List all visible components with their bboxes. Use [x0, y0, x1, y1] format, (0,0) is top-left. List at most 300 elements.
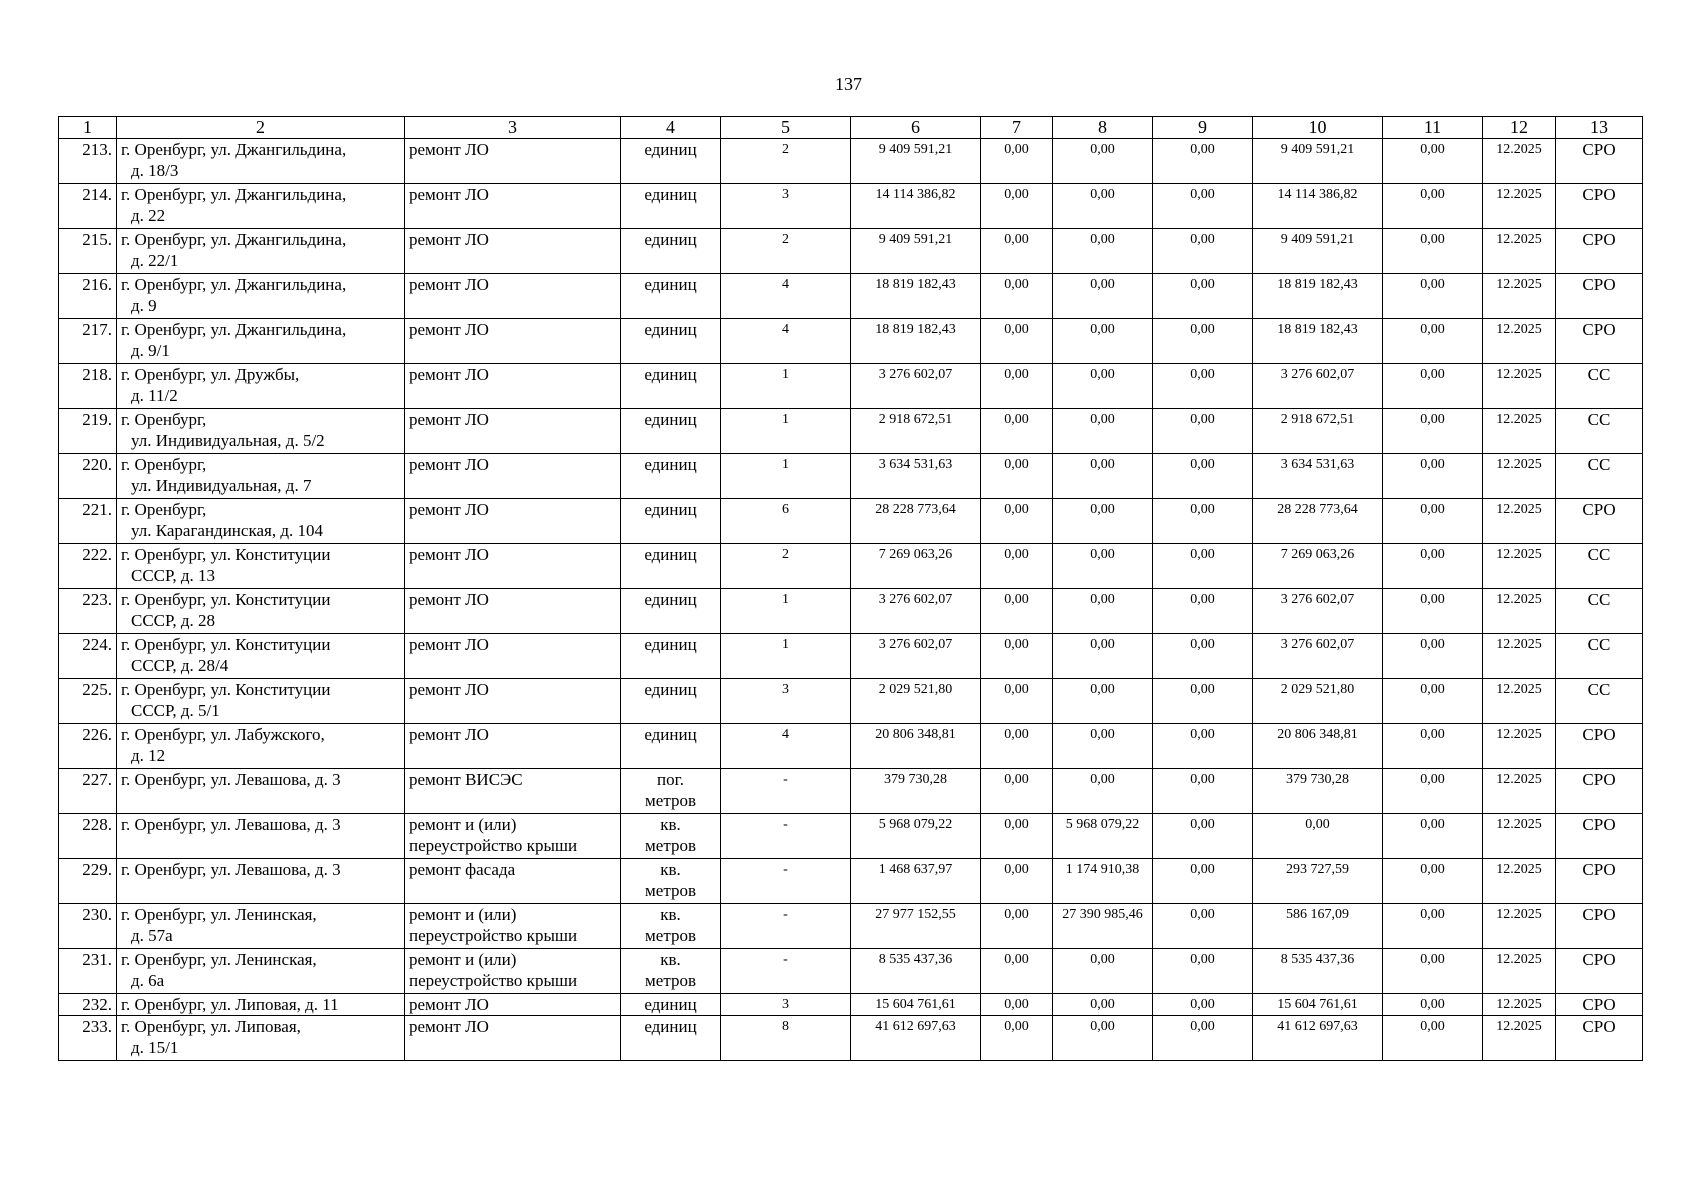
- value-cell-10: 14 114 386,82: [1253, 184, 1383, 229]
- value-cell-7: 0,00: [981, 994, 1053, 1016]
- value-cell-9: 0,00: [1153, 139, 1253, 184]
- value-cell-10: 20 806 348,81: [1253, 724, 1383, 769]
- value-cell-5: 2: [721, 139, 851, 184]
- addr-line: г. Оренбург, ул. Левашова, д. 3: [121, 815, 341, 834]
- addr-line: д. 57а: [131, 926, 173, 945]
- addr-line: СССР, д. 28: [131, 611, 215, 630]
- work-line: ремонт ЛО: [409, 500, 489, 519]
- value-cell-10: 15 604 761,61: [1253, 994, 1383, 1016]
- value-cell-6: 15 604 761,61: [851, 994, 981, 1016]
- unit-line: единиц: [644, 455, 697, 474]
- addr-line: г. Оренбург, ул. Конституции: [121, 680, 331, 699]
- work-line: ремонт ЛО: [409, 140, 489, 159]
- unit-line: единиц: [644, 680, 697, 699]
- value-cell-9: 0,00: [1153, 634, 1253, 679]
- unit-cell: [621, 589, 721, 634]
- table-row: [59, 364, 1643, 409]
- value-cell-5: -: [721, 814, 851, 859]
- work-type-cell: [405, 814, 621, 859]
- value-cell-9: 0,00: [1153, 769, 1253, 814]
- value-cell-12: 12.2025: [1483, 139, 1556, 184]
- value-cell-5: 6: [721, 499, 851, 544]
- row-number-cell: 216.: [59, 274, 117, 319]
- column-header-6: 6: [851, 117, 981, 139]
- funding-method-cell: СС: [1556, 679, 1643, 724]
- unit-cell: [621, 229, 721, 274]
- column-header-8: 8: [1053, 117, 1153, 139]
- work-line: ремонт ЛО: [409, 545, 489, 564]
- addr-line: г. Оренбург, ул. Джангильдина,: [121, 275, 347, 294]
- value-cell-8: 0,00: [1053, 499, 1153, 544]
- work-line: ремонт и (или): [409, 815, 517, 834]
- row-number-cell: 225.: [59, 679, 117, 724]
- value-cell-10: 9 409 591,21: [1253, 229, 1383, 274]
- addr-line: д. 18/3: [131, 161, 179, 180]
- unit-cell: [621, 814, 721, 859]
- value-cell-10: 293 727,59: [1253, 859, 1383, 904]
- funding-method-cell: СС: [1556, 544, 1643, 589]
- unit-line: единиц: [644, 500, 697, 519]
- work-line: ремонт ЛО: [409, 995, 489, 1014]
- unit-cell: [621, 544, 721, 589]
- unit-cell: [621, 499, 721, 544]
- unit-cell: [621, 319, 721, 364]
- address-cell: [117, 904, 405, 949]
- addr-line: г. Оренбург,: [121, 455, 207, 474]
- addr-line: г. Оренбург, ул. Джангильдина,: [121, 140, 347, 159]
- value-cell-8: 0,00: [1053, 769, 1153, 814]
- work-line: переустройство крыши: [409, 836, 578, 855]
- value-cell-8: 0,00: [1053, 319, 1153, 364]
- value-cell-11: 0,00: [1383, 769, 1483, 814]
- row-number-cell: 231.: [59, 949, 117, 994]
- value-cell-11: 0,00: [1383, 184, 1483, 229]
- row-number-cell: 224.: [59, 634, 117, 679]
- funding-method-cell: СРО: [1556, 184, 1643, 229]
- value-cell-8: 0,00: [1053, 634, 1153, 679]
- value-cell-11: 0,00: [1383, 229, 1483, 274]
- work-line: ремонт и (или): [409, 950, 517, 969]
- value-cell-8: 0,00: [1053, 184, 1153, 229]
- unit-line: единиц: [644, 635, 697, 654]
- value-cell-8: 0,00: [1053, 994, 1153, 1016]
- unit-line: единиц: [644, 410, 697, 429]
- table-row: [59, 814, 1643, 859]
- addr-line: г. Оренбург, ул. Конституции: [121, 590, 331, 609]
- table-row: [59, 769, 1643, 814]
- work-line: переустройство крыши: [409, 971, 578, 990]
- value-cell-6: 2 918 672,51: [851, 409, 981, 454]
- unit-cell: [621, 679, 721, 724]
- addr-line: г. Оренбург,: [121, 410, 207, 429]
- table-row: [59, 409, 1643, 454]
- unit-cell: [621, 274, 721, 319]
- unit-line: кв.: [660, 815, 681, 834]
- funding-method-cell: СС: [1556, 454, 1643, 499]
- value-cell-9: 0,00: [1153, 319, 1253, 364]
- value-cell-9: 0,00: [1153, 364, 1253, 409]
- column-header-10: 10: [1253, 117, 1383, 139]
- addr-line: г. Оренбург,: [121, 500, 207, 519]
- value-cell-10: 28 228 773,64: [1253, 499, 1383, 544]
- value-cell-11: 0,00: [1383, 139, 1483, 184]
- value-cell-5: 3: [721, 994, 851, 1016]
- funding-method-cell: СРО: [1556, 994, 1643, 1016]
- row-number-cell: 221.: [59, 499, 117, 544]
- work-type-cell: [405, 904, 621, 949]
- value-cell-9: 0,00: [1153, 274, 1253, 319]
- row-number-cell: 227.: [59, 769, 117, 814]
- row-number-cell: 217.: [59, 319, 117, 364]
- value-cell-8: 0,00: [1053, 589, 1153, 634]
- work-line: ремонт и (или): [409, 905, 517, 924]
- funding-method-cell: СС: [1556, 634, 1643, 679]
- value-cell-6: 2 029 521,80: [851, 679, 981, 724]
- funding-method-cell: СС: [1556, 589, 1643, 634]
- value-cell-6: 3 276 602,07: [851, 634, 981, 679]
- value-cell-7: 0,00: [981, 184, 1053, 229]
- funding-method-cell: СРО: [1556, 229, 1643, 274]
- row-number-cell: 229.: [59, 859, 117, 904]
- addr-line: г. Оренбург, ул. Дружбы,: [121, 365, 300, 384]
- addr-line: д. 9/1: [131, 341, 170, 360]
- value-cell-6: 18 819 182,43: [851, 319, 981, 364]
- value-cell-7: 0,00: [981, 544, 1053, 589]
- addr-line: г. Оренбург, ул. Джангильдина,: [121, 230, 347, 249]
- value-cell-10: 2 918 672,51: [1253, 409, 1383, 454]
- address-cell: [117, 184, 405, 229]
- address-cell: [117, 994, 405, 1016]
- value-cell-5: -: [721, 859, 851, 904]
- unit-line: кв.: [660, 950, 681, 969]
- value-cell-9: 0,00: [1153, 859, 1253, 904]
- work-type-cell: [405, 319, 621, 364]
- funding-method-cell: СРО: [1556, 814, 1643, 859]
- value-cell-6: 3 276 602,07: [851, 589, 981, 634]
- value-cell-10: 18 819 182,43: [1253, 319, 1383, 364]
- value-cell-10: 2 029 521,80: [1253, 679, 1383, 724]
- value-cell-9: 0,00: [1153, 499, 1253, 544]
- address-cell: [117, 814, 405, 859]
- value-cell-11: 0,00: [1383, 949, 1483, 994]
- row-number-cell: 230.: [59, 904, 117, 949]
- value-cell-5: 1: [721, 454, 851, 499]
- value-cell-5: 4: [721, 319, 851, 364]
- table-row: [59, 634, 1643, 679]
- value-cell-12: 12.2025: [1483, 814, 1556, 859]
- unit-cell: [621, 454, 721, 499]
- funding-method-cell: СРО: [1556, 904, 1643, 949]
- value-cell-6: 41 612 697,63: [851, 1016, 981, 1061]
- column-header-12: 12: [1483, 117, 1556, 139]
- value-cell-7: 0,00: [981, 499, 1053, 544]
- unit-line: метров: [645, 791, 696, 810]
- work-type-cell: [405, 994, 621, 1016]
- work-type-cell: [405, 454, 621, 499]
- address-cell: [117, 679, 405, 724]
- value-cell-5: 1: [721, 634, 851, 679]
- unit-cell: [621, 949, 721, 994]
- value-cell-12: 12.2025: [1483, 634, 1556, 679]
- value-cell-12: 12.2025: [1483, 949, 1556, 994]
- repair-register-table: [58, 116, 1643, 1061]
- funding-method-cell: СРО: [1556, 319, 1643, 364]
- addr-line: д. 11/2: [131, 386, 178, 405]
- address-cell: [117, 544, 405, 589]
- row-number-cell: 218.: [59, 364, 117, 409]
- value-cell-7: 0,00: [981, 679, 1053, 724]
- unit-line: единиц: [644, 230, 697, 249]
- work-type-cell: [405, 1016, 621, 1061]
- addr-line: СССР, д. 28/4: [131, 656, 229, 675]
- work-type-cell: [405, 499, 621, 544]
- work-line: ремонт ВИСЭС: [409, 770, 523, 789]
- unit-cell: [621, 724, 721, 769]
- work-line: ремонт ЛО: [409, 455, 489, 474]
- addr-line: д. 22/1: [131, 251, 179, 270]
- column-number-header-row: [59, 117, 1643, 139]
- addr-line: г. Оренбург, ул. Лабужского,: [121, 725, 325, 744]
- work-line: ремонт ЛО: [409, 590, 489, 609]
- unit-line: метров: [645, 971, 696, 990]
- address-cell: [117, 274, 405, 319]
- value-cell-6: 9 409 591,21: [851, 139, 981, 184]
- row-number-cell: 215.: [59, 229, 117, 274]
- value-cell-8: 27 390 985,46: [1053, 904, 1153, 949]
- work-line: ремонт ЛО: [409, 365, 489, 384]
- value-cell-11: 0,00: [1383, 409, 1483, 454]
- table-row: [59, 274, 1643, 319]
- addr-line: г. Оренбург, ул. Джангильдина,: [121, 320, 347, 339]
- value-cell-9: 0,00: [1153, 949, 1253, 994]
- value-cell-7: 0,00: [981, 904, 1053, 949]
- value-cell-7: 0,00: [981, 859, 1053, 904]
- unit-line: единиц: [644, 1017, 697, 1036]
- table-row: [59, 544, 1643, 589]
- page-number: 137: [835, 74, 862, 94]
- value-cell-10: 3 276 602,07: [1253, 589, 1383, 634]
- value-cell-8: 0,00: [1053, 409, 1153, 454]
- addr-line: д. 22: [131, 206, 166, 225]
- work-line: ремонт ЛО: [409, 1017, 489, 1036]
- addr-line: д. 15/1: [131, 1038, 179, 1057]
- value-cell-5: 1: [721, 364, 851, 409]
- addr-line: г. Оренбург, ул. Конституции: [121, 545, 331, 564]
- value-cell-5: -: [721, 949, 851, 994]
- value-cell-5: 1: [721, 589, 851, 634]
- value-cell-8: 0,00: [1053, 949, 1153, 994]
- address-cell: [117, 364, 405, 409]
- value-cell-10: 0,00: [1253, 814, 1383, 859]
- address-cell: [117, 319, 405, 364]
- work-type-cell: [405, 544, 621, 589]
- value-cell-9: 0,00: [1153, 679, 1253, 724]
- row-number-cell: 226.: [59, 724, 117, 769]
- work-type-cell: [405, 274, 621, 319]
- addr-line: д. 6а: [131, 971, 165, 990]
- funding-method-cell: СРО: [1556, 769, 1643, 814]
- value-cell-8: 5 968 079,22: [1053, 814, 1153, 859]
- work-type-cell: [405, 724, 621, 769]
- work-line: ремонт ЛО: [409, 635, 489, 654]
- value-cell-10: 3 634 531,63: [1253, 454, 1383, 499]
- value-cell-10: 586 167,09: [1253, 904, 1383, 949]
- table-row: [59, 589, 1643, 634]
- unit-cell: [621, 859, 721, 904]
- funding-method-cell: СС: [1556, 364, 1643, 409]
- addr-line: г. Оренбург, ул. Конституции: [121, 635, 331, 654]
- address-cell: [117, 454, 405, 499]
- value-cell-5: 1: [721, 409, 851, 454]
- funding-method-cell: СРО: [1556, 724, 1643, 769]
- unit-line: единиц: [644, 725, 697, 744]
- row-number-cell: 228.: [59, 814, 117, 859]
- value-cell-8: 0,00: [1053, 679, 1153, 724]
- value-cell-10: 3 276 602,07: [1253, 364, 1383, 409]
- value-cell-6: 28 228 773,64: [851, 499, 981, 544]
- value-cell-11: 0,00: [1383, 724, 1483, 769]
- row-number-cell: 220.: [59, 454, 117, 499]
- funding-method-cell: СРО: [1556, 949, 1643, 994]
- unit-line: кв.: [660, 905, 681, 924]
- row-number-cell: 219.: [59, 409, 117, 454]
- value-cell-6: 14 114 386,82: [851, 184, 981, 229]
- value-cell-11: 0,00: [1383, 904, 1483, 949]
- funding-method-cell: СРО: [1556, 274, 1643, 319]
- work-line: ремонт ЛО: [409, 725, 489, 744]
- value-cell-11: 0,00: [1383, 994, 1483, 1016]
- addr-line: г. Оренбург, ул. Липовая,: [121, 1017, 301, 1036]
- unit-cell: [621, 904, 721, 949]
- value-cell-8: 0,00: [1053, 229, 1153, 274]
- column-header-3: 3: [405, 117, 621, 139]
- unit-line: пог.: [657, 770, 684, 789]
- table-body: [59, 139, 1643, 1061]
- table-row: [59, 904, 1643, 949]
- unit-line: единиц: [644, 320, 697, 339]
- unit-cell: [621, 1016, 721, 1061]
- value-cell-5: 3: [721, 679, 851, 724]
- value-cell-9: 0,00: [1153, 229, 1253, 274]
- value-cell-11: 0,00: [1383, 319, 1483, 364]
- value-cell-9: 0,00: [1153, 1016, 1253, 1061]
- work-type-cell: [405, 409, 621, 454]
- value-cell-5: -: [721, 769, 851, 814]
- value-cell-8: 0,00: [1053, 544, 1153, 589]
- table-row: [59, 229, 1643, 274]
- value-cell-6: 5 968 079,22: [851, 814, 981, 859]
- value-cell-7: 0,00: [981, 814, 1053, 859]
- value-cell-7: 0,00: [981, 1016, 1053, 1061]
- value-cell-8: 0,00: [1053, 724, 1153, 769]
- value-cell-6: 27 977 152,55: [851, 904, 981, 949]
- value-cell-6: 379 730,28: [851, 769, 981, 814]
- unit-line: единиц: [644, 995, 697, 1014]
- unit-line: единиц: [644, 140, 697, 159]
- value-cell-10: 379 730,28: [1253, 769, 1383, 814]
- work-line: ремонт ЛО: [409, 680, 489, 699]
- row-number-cell: 233.: [59, 1016, 117, 1061]
- value-cell-7: 0,00: [981, 589, 1053, 634]
- value-cell-5: 2: [721, 544, 851, 589]
- work-type-cell: [405, 184, 621, 229]
- value-cell-12: 12.2025: [1483, 994, 1556, 1016]
- value-cell-12: 12.2025: [1483, 229, 1556, 274]
- value-cell-11: 0,00: [1383, 364, 1483, 409]
- work-type-cell: [405, 139, 621, 184]
- addr-line: г. Оренбург, ул. Левашова, д. 3: [121, 860, 341, 879]
- table-row: [59, 454, 1643, 499]
- work-line: ремонт ЛО: [409, 230, 489, 249]
- address-cell: [117, 859, 405, 904]
- value-cell-9: 0,00: [1153, 589, 1253, 634]
- work-line: ремонт ЛО: [409, 320, 489, 339]
- table-row: [59, 499, 1643, 544]
- unit-line: метров: [645, 926, 696, 945]
- work-type-cell: [405, 634, 621, 679]
- addr-line: г. Оренбург, ул. Левашова, д. 3: [121, 770, 341, 789]
- unit-line: метров: [645, 881, 696, 900]
- value-cell-11: 0,00: [1383, 634, 1483, 679]
- address-cell: [117, 229, 405, 274]
- value-cell-10: 18 819 182,43: [1253, 274, 1383, 319]
- unit-cell: [621, 634, 721, 679]
- value-cell-11: 0,00: [1383, 454, 1483, 499]
- addr-line: г. Оренбург, ул. Ленинская,: [121, 950, 317, 969]
- value-cell-6: 3 634 531,63: [851, 454, 981, 499]
- addr-line: г. Оренбург, ул. Джангильдина,: [121, 185, 347, 204]
- address-cell: [117, 589, 405, 634]
- value-cell-7: 0,00: [981, 229, 1053, 274]
- addr-line: г. Оренбург, ул. Липовая, д. 11: [121, 995, 339, 1014]
- value-cell-10: 8 535 437,36: [1253, 949, 1383, 994]
- work-line: ремонт ЛО: [409, 410, 489, 429]
- address-cell: [117, 1016, 405, 1061]
- value-cell-6: 9 409 591,21: [851, 229, 981, 274]
- address-cell: [117, 634, 405, 679]
- value-cell-12: 12.2025: [1483, 1016, 1556, 1061]
- unit-line: кв.: [660, 860, 681, 879]
- value-cell-9: 0,00: [1153, 994, 1253, 1016]
- column-header-4: 4: [621, 117, 721, 139]
- column-header-1: 1: [59, 117, 117, 139]
- value-cell-5: 4: [721, 274, 851, 319]
- column-header-13: 13: [1556, 117, 1643, 139]
- value-cell-6: 7 269 063,26: [851, 544, 981, 589]
- work-type-cell: [405, 769, 621, 814]
- value-cell-6: 18 819 182,43: [851, 274, 981, 319]
- value-cell-12: 12.2025: [1483, 499, 1556, 544]
- unit-line: единиц: [644, 185, 697, 204]
- address-cell: [117, 769, 405, 814]
- unit-cell: [621, 139, 721, 184]
- value-cell-9: 0,00: [1153, 724, 1253, 769]
- funding-method-cell: СРО: [1556, 859, 1643, 904]
- address-cell: [117, 499, 405, 544]
- value-cell-9: 0,00: [1153, 184, 1253, 229]
- value-cell-12: 12.2025: [1483, 184, 1556, 229]
- addr-line: д. 9: [131, 296, 157, 315]
- work-line: ремонт фасада: [409, 860, 516, 879]
- value-cell-12: 12.2025: [1483, 769, 1556, 814]
- work-line: переустройство крыши: [409, 926, 578, 945]
- value-cell-5: 8: [721, 1016, 851, 1061]
- value-cell-10: 9 409 591,21: [1253, 139, 1383, 184]
- column-header-5: 5: [721, 117, 851, 139]
- value-cell-8: 0,00: [1053, 364, 1153, 409]
- value-cell-12: 12.2025: [1483, 364, 1556, 409]
- row-number-cell: 232.: [59, 994, 117, 1016]
